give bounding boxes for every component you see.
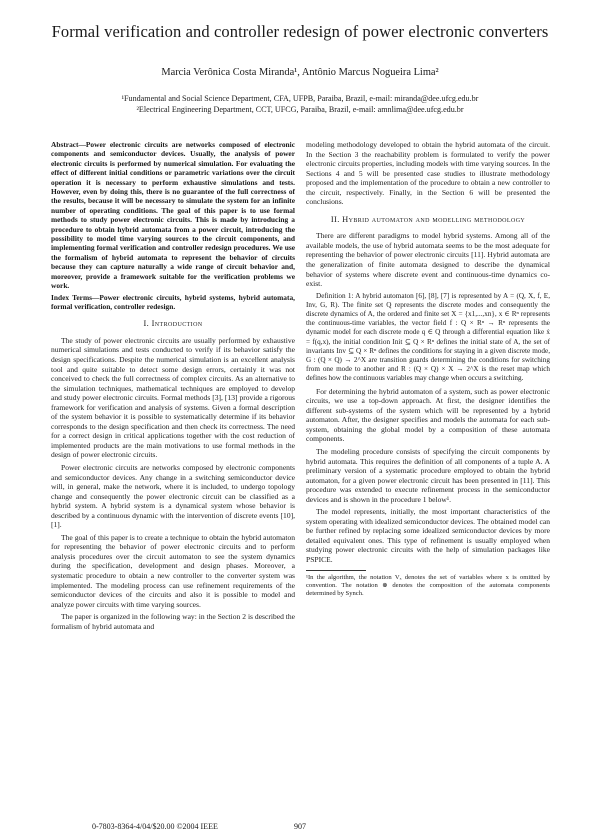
paragraph: The modeling procedure consists of specifying the circuit components by hybrid automata. This requires the definition of all components of a tuple A. A preliminary version of a systematic procedure employed to obtain the hybrid automaton, for a given power electronic circuit has been presented in [11]. This procedure was extended to execute refinement process in the semiconductor devices and is shown in the procedure 1 below¹. — [306, 446, 550, 504]
page-number: 907 — [294, 822, 306, 831]
footer-copyright: 0-7803-8364-4/04/$20.00 ©2004 IEEE — [92, 822, 218, 831]
affiliation-2: ²Electrical Engineering Department, CCT, UFCG, Paraiba, Brazil, e-mail: amnlima@dee.ufcg.edu.br — [136, 105, 464, 114]
section-heading-introduction: I. Introduction — [143, 319, 203, 329]
left-column — [51, 140, 295, 634]
paragraph: The goal of this paper is to create a technique to obtain the hybrid automaton for representing the behavior of power electronic circuits and to perform analysis procedures over the circuit automaton to see the system dynamics during the specification, development and design phases. Moreover, a systematic procedure to obtain a new controller to the converter system was implemented. The modeling process can use refinement requirements of the semiconductor devices of the circuits and also it is possible to model and analyze power circuits with time varying sources. — [51, 532, 295, 609]
index-terms: Index Terms—Power electronic circuits, hybrid systems, hybrid automata, formal verification, controller redesign. — [51, 292, 295, 311]
paragraph: The paper is organized in the following way: in the Section 2 is described the formalism of hybrid automata and — [51, 612, 295, 631]
paragraph: The model represents, initially, the most important characteristics of the system operating with idealized semiconductor devices. The obtained model can be further refined by replacing some idealized semiconductor devices by more detailed equivalent ones. This type of refinement is usually employed when studying power electronic circuits with the help of simulation packages like PSPICE. — [306, 507, 550, 564]
footnote-divider — [306, 570, 366, 571]
right-column — [306, 140, 550, 598]
paragraph: There are different paradigms to model hybrid systems. Among all of the available models, the use of hybrid automata seems to be the most adequate for representing the behavior of power electronic circuits [11]. Hybrid automata are the generalization of finite automata designed to describe the dynamical behavior of systems where discrete event and continuous-time dynamics co-exist. — [306, 231, 550, 289]
paragraph: The study of power electronic circuits are usually performed by exhaustive numerical simulations and tests conducted to verify if its behavior satisfy the design specifications. Despite the numerical simulation is an excellent analysis tool and quite suitable to detect some design errors, certainly it was not conceived to check the full correctness of complex circuits. As an alternative to the simulation techniques, mathematical techniques are employed to develop and study power electronic circuits. Formal methods [3], [13] provide a rigorous framework for verification and analysis of systems. Given a formal description of the system behavior it is possible to systematically determine if its behavior corresponds to the design specification and then check its correctness. The need for a correct design in critical applications together with the cost reduction of implemented products are the main motivations to use formal methods in the design of power electronic circuits. — [51, 335, 295, 460]
paragraph: For determining the hybrid automaton of a system, such as power electronic circuits, we use a top-down approach. At first, the designer identifies the different sub-systems of the system which will be represented by a hybrid automaton. After, the designer specifies and models the automata for each sub-system, obtaining the global model by a composition of these automata components. — [306, 386, 550, 444]
definition: Definition 1: A hybrid automaton [6], [8], [7] is represented by A = (Q, X, f, E, Inv, G, R). The finite set Q represents the discrete modes and consequently the discrete dynamics of A, the ordered and finite set X = {x1,...,xn}, x ∈ Rⁿ represents the continuous-time variables, the vector field f : Q × Rⁿ → Rⁿ represents the dynamic model for each discrete mode q ∈ Q through a differential equation like ẋ = f(q,x), the initial condition Init ⊆ Q × Rⁿ defines the initial state of A, the set of invariants Inv ⊆ Q × Rⁿ defines the conditions for staying in a given discrete mode, G : (Q × Q) → 2^X are transition guards determining the conditions for switching from one mode to another and R : (Q × Q) × X → 2^X is the reset map which defines how the continuous variables may change when occurs a switching. — [306, 291, 550, 383]
author-list: Marcia Verônica Costa Miranda¹, Antônio Marcus Nogueira Lima² — [161, 67, 439, 78]
section-heading-hybrid-automaton: II. Hybrid automaton and modelling methodology — [330, 214, 526, 224]
abstract: Abstract—Power electronic circuits are networks composed of electronic components and semiconductor devices. Usually, the analysis of power electronic circuits is performed by numerical simulation. For evaluating the effect of different initial conditions or parametric variations over the circuit operation it is necessary to perform exhaustive simulations and tests. However, even by doing this, there is no guarantee of the full correctness of the results, because it will be necessary to simulate the system for an infinite number of operating conditions. The goal of this paper is to use formal methods to study power electronic circuits. This is made by introducing a procedure to obtain hybrid automata from a power circuit, introducing the possibility to model time varying sources to the circuit components, and implementing formal verification and controller redesign procedures. We use the formalism of hybrid automata to represent the behavior of circuits because they can capture naturally a wide range of circuit behavior and, moreover, provide a framework suitable for the verification problems we work. — [51, 140, 295, 291]
paragraph: modeling methodology developed to obtain the hybrid automata of the circuit. In the Section 3 the reachability problem is formulated to verify the power electronic circuits properties, including models with time varying sources. In the Sections 4 and 5 will be presented case studies to illustrate methodology proposed and the implementation of the procedure to obtain a new controller to the circuit, respectively. Finally, in the Section 6 will be presented the conclusions. — [306, 140, 550, 207]
paper-title: Formal verification and controller redesign of power electronic converters — [51, 22, 549, 41]
paragraph: Power electronic circuits are networks composed by electronic components and semiconductor devices. Any change in a switching semiconductor device will, in general, make the network, where it is included, to undergo topology change and consequently the power electronic circuit can be classified as a hybrid system. A hybrid system is a dynamical system whose behavior is described by a continuous dynamic with the intervention of discrete events [10], [1]. — [51, 462, 295, 530]
footnote: ¹In the algorithm, the notation Vₓ denotes the set of variables where x is omitted by convention. The notation ⊗ denotes the composition of the automata components determined by Synch. — [306, 573, 550, 597]
affiliation-1: ¹Fundamental and Social Science Department, CFA, UFPB, Paraiba, Brazil, e-mail: miranda@dee.ufcg.edu.br — [121, 94, 479, 103]
